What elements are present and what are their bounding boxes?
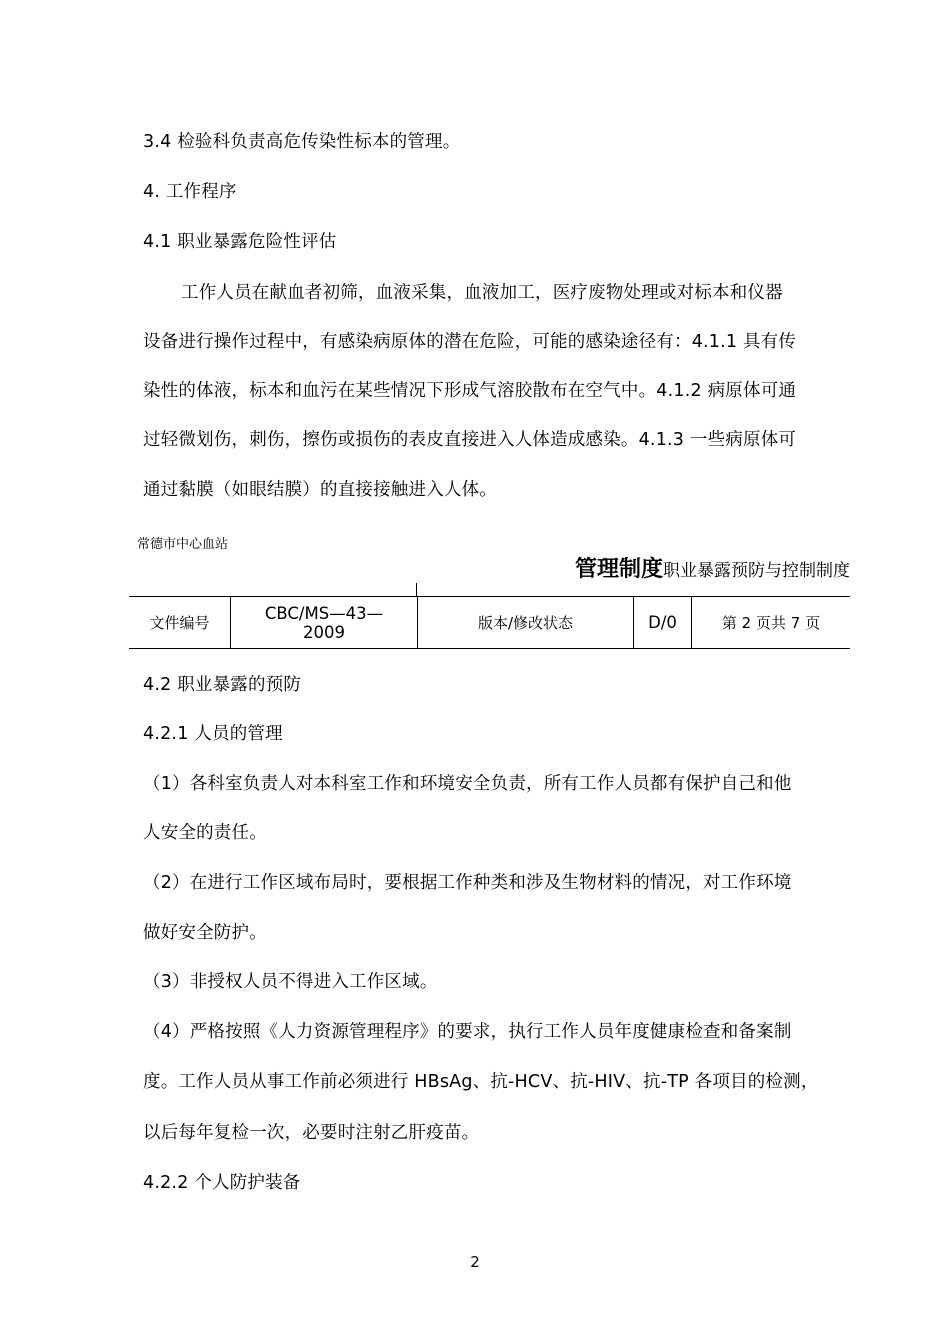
section-4-heading: 4. 工作程序 — [143, 182, 237, 202]
paragraph-line: 做好安全防护。 — [143, 923, 267, 943]
section-4-2-2-heading: 4.2.2 个人防护装备 — [143, 1173, 301, 1193]
paragraph-line: 人安全的责任。 — [143, 823, 267, 843]
version-value: D/0 — [634, 597, 692, 649]
section-4-1-heading: 4.1 职业暴露危险性评估 — [143, 232, 337, 252]
section-3-4: 3.4 检验科负责高危传染性标本的管理。 — [143, 132, 461, 152]
doc-no-line2: 2009 — [303, 622, 345, 642]
document-title-rest: 职业暴露预防与控制制度 — [663, 561, 850, 581]
paragraph-line: 度。工作人员从事工作前必须进行 HBsAg、抗-HCV、抗-HIV、抗-TP 各项目的检测， — [143, 1072, 819, 1092]
paragraph-line: （3）非授权人员不得进入工作区域。 — [143, 972, 438, 992]
paragraph-line: （2）在进行工作区域布局时，要根据工作种类和涉及生物材料的情况，对工作环境 — [143, 873, 792, 893]
document-title-bold: 管理制度 — [574, 557, 663, 582]
section-4-2-heading: 4.2 职业暴露的预防 — [143, 675, 302, 695]
version-label: 版本/修改状态 — [418, 597, 634, 649]
page-number: 2 — [470, 1253, 480, 1271]
header-divider-tick — [416, 583, 417, 596]
doc-no-label: 文件编号 — [129, 597, 231, 649]
paragraph-line: （1）各科室负责人对本科室工作和环境安全负责，所有工作人员都有保护自己和他 — [143, 774, 792, 794]
paragraph-line: 以后每年复检一次，必要时注射乙肝疫苗。 — [143, 1123, 480, 1143]
document-title — [575, 552, 850, 583]
document-header-table — [129, 596, 850, 649]
doc-no-line1: CBC/MS—43— — [264, 603, 384, 623]
paragraph-line: 工作人员在献血者初筛，血液采集，血液加工，医疗废物处理或对标本和仪器 — [181, 283, 783, 303]
paragraph-line: （4）严格按照《人力资源管理程序》的要求，执行工作人员年度健康检查和备案制 — [143, 1022, 792, 1042]
organization-name: 常德市中心血站 — [137, 537, 229, 552]
paragraph-line: 过轻微划伤，刺伤，擦伤或损伤的表皮直接进入人体造成感染。4.1.3 一些病原体可 — [143, 430, 797, 450]
paragraph-line: 染性的体液，标本和血污在某些情况下形成气溶胶散布在空气中。4.1.2 病原体可通 — [143, 381, 797, 401]
page-info: 第 2 页共 7 页 — [692, 597, 851, 649]
doc-no-value — [231, 597, 418, 649]
paragraph-line: 通过黏膜（如眼结膜）的直接接触进入人体。 — [143, 480, 497, 500]
paragraph-line: 设备进行操作过程中，有感染病原体的潜在危险，可能的感染途径有：4.1.1 具有传 — [143, 332, 797, 352]
section-4-2-1-heading: 4.2.1 人员的管理 — [143, 724, 283, 744]
